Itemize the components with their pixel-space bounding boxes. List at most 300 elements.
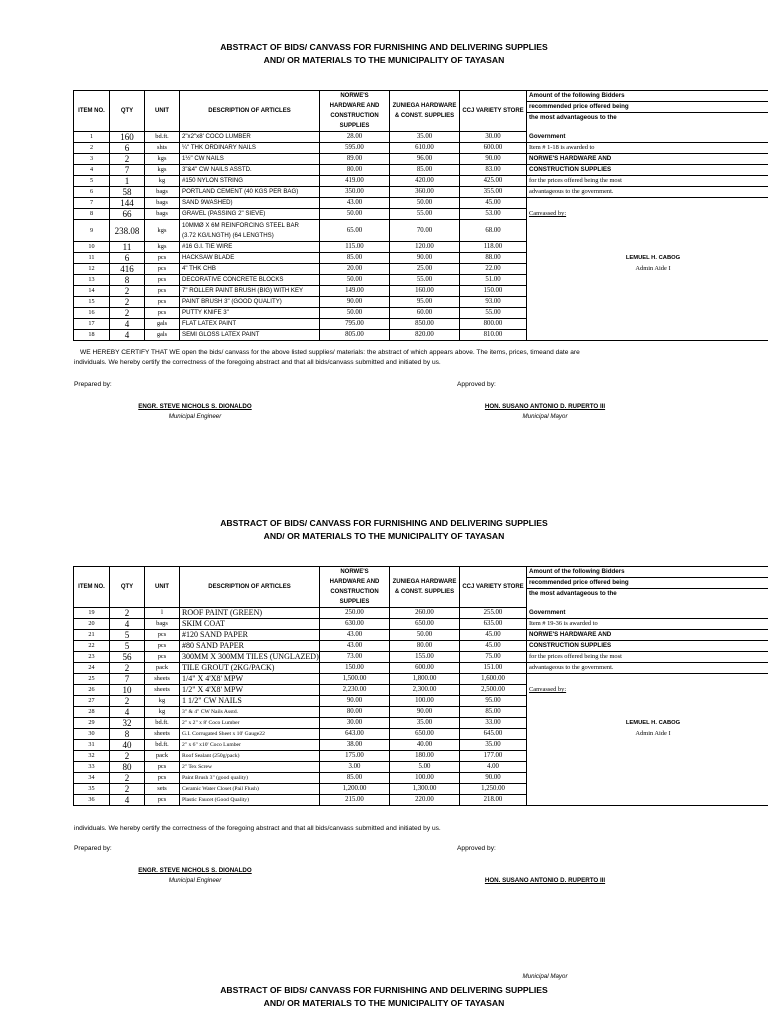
unit-cell: pcs [145,630,180,641]
table-row [74,176,768,187]
header-ccj: CCJ VARIETY STORE [460,567,527,608]
ccj-price-cell: 51.00 [460,275,527,286]
item-no-cell: 6 [74,187,110,198]
right-note-cell: Admin Aide I [527,264,768,275]
ccj-price-cell: 83.00 [460,165,527,176]
qty-cell: 2 [110,286,145,297]
qty-cell: 8 [110,729,145,740]
unit-cell: kgs [145,242,180,253]
ccj-price-cell: 800.00 [460,319,527,330]
description-cell: #16 G.I. TIE WIRE [180,242,320,253]
ccj-price-cell: 151.00 [460,663,527,674]
item-no-cell: 3 [74,154,110,165]
norwe-price-cell: 50.00 [320,275,390,286]
title-line-2b: AND/ OR MATERIALS TO THE MUNICIPALITY OF TAYASAN [263,531,505,541]
description-cell: 4" THK CHB [180,264,320,275]
norwe-price-cell: 65.00 [320,220,390,242]
qty-cell: 4 [110,330,145,341]
header-unit: UNIT [145,91,180,132]
item-no-cell: 11 [74,253,110,264]
approved-by-label-1: Approved by: [457,381,496,388]
description-cell: 2"x2"x8' COCO LUMBER [180,132,320,143]
right-note-cell [527,198,768,209]
ccj-price-cell: 45.00 [460,198,527,209]
right-note-cell: for the prices offered being the most [527,652,768,663]
description-cell: HACKSAW BLADE [180,253,320,264]
approved-by-label-2: Approved by: [457,845,496,852]
unit-cell: bd.ft. [145,132,180,143]
right-note-r3: the most advantageous to the [529,114,617,121]
zuniega-price-cell: 40.00 [390,740,460,751]
item-no-cell: 28 [74,707,110,718]
unit-cell: pcs [145,275,180,286]
right-note-cell: CONSTRUCTION SUPPLIES [527,641,768,652]
item-no-cell: 19 [74,608,110,619]
zuniega-price-cell: 55.00 [390,209,460,220]
description-cell: SKIM COAT [180,619,320,630]
right-note-cell [527,674,768,685]
zuniega-price-cell: 5.00 [390,762,460,773]
zuniega-price-cell: 180.00 [390,751,460,762]
qty-cell: 2 [110,773,145,784]
table-row [74,209,768,220]
qty-cell: 2 [110,297,145,308]
title-line-2: AND/ OR MATERIALS TO THE MUNICIPALITY OF TAYASAN [263,55,505,65]
table-row [74,762,768,773]
table-row [74,740,768,751]
right-note-cell [527,297,768,308]
description-cell: DECORATIVE CONCRETE BLOCKS [180,275,320,286]
right-note-cell: Item # 1-18 is awarded to [527,143,768,154]
header-description: DESCRIPTION OF ARTICLES [180,567,320,608]
right-note-cell: Canvassed by: [527,209,768,220]
qty-cell: 2 [110,663,145,674]
ccj-price-cell: 425.00 [460,176,527,187]
qty-cell: 56 [110,652,145,663]
description-cell: 1/4" X 4'X8' MPW [180,674,320,685]
zuniega-price-cell: 90.00 [390,253,460,264]
zuniega-price-cell: 220.00 [390,795,460,806]
zuniega-price-cell: 55.00 [390,275,460,286]
zuniega-price-cell: 90.00 [390,707,460,718]
qty-cell: 4 [110,707,145,718]
table-row [74,608,768,619]
table-row [74,132,768,143]
norwe-price-cell: 215.00 [320,795,390,806]
qty-cell: 8 [110,275,145,286]
unit-cell: gals [145,319,180,330]
header-description: DESCRIPTION OF ARTICLES [180,91,320,132]
right-note-r2: recommended price offered being [527,102,768,113]
unit-cell: kgs [145,154,180,165]
ccj-price-cell: 645.00 [460,729,527,740]
description-cell: ¼" THK ORDINARY NAILS [180,143,320,154]
norwe-price-cell: 3.00 [320,762,390,773]
mayor-name-2: HON. SUSANO ANTONIO D. RUPERTO III [484,877,606,884]
mayor-position-1: Municipal Mayor [522,413,568,420]
ccj-price-cell: 255.00 [460,608,527,619]
zuniega-price-cell: 600.00 [390,663,460,674]
table-row [74,198,768,209]
norwe-price-cell: 85.00 [320,773,390,784]
description-cell: PORTLAND CEMENT (40 KGS PER BAG) [180,187,320,198]
description-cell: 1½" CW NAILS [180,154,320,165]
norwe-price-cell: 175.00 [320,751,390,762]
norwe-price-cell: 43.00 [320,630,390,641]
zuniega-price-cell: 2,300.00 [390,685,460,696]
unit-cell: pack [145,663,180,674]
item-no-cell: 10 [74,242,110,253]
zuniega-price-cell: 60.00 [390,308,460,319]
unit-cell: kg [145,176,180,187]
table-row [74,286,768,297]
item-no-cell: 33 [74,762,110,773]
header-unit: UNIT [145,567,180,608]
qty-cell: 416 [110,264,145,275]
description-cell: Ceramic Water Closet (Pail Flush) [180,784,320,795]
engineer-name-1: ENGR. STEVE NICHOLS S. DIONALDO [138,403,252,410]
right-note-cell [527,696,768,707]
zuniega-price-cell: 25.00 [390,264,460,275]
description-cell: 7" ROLLER PAINT BRUSH (BIG) WITH KEY [180,286,320,297]
table-row [74,619,768,630]
description-cell: #150 NYLON STRING [180,176,320,187]
description-cell: 2" Tex Screw [180,762,320,773]
description-cell: PAINT BRUSH 3" (GOOD QUALITY) [180,297,320,308]
right-note-cell: NORWE'S HARDWARE AND [527,154,768,165]
zuniega-price-cell: 160.00 [390,286,460,297]
table-row [74,308,768,319]
item-no-cell: 30 [74,729,110,740]
right-note-cell [527,740,768,751]
zuniega-price-cell: 35.00 [390,718,460,729]
right-note-cell [527,275,768,286]
description-cell: 300MM X 300MM TILES (UNGLAZED) [180,652,320,663]
zuniega-price-cell: 155.00 [390,652,460,663]
unit-cell: gals [145,330,180,341]
norwe-price-cell: 149.00 [320,286,390,297]
description-cell: GRAVEL (PASSING 2" SIEVE) [180,209,320,220]
qty-cell: 6 [110,253,145,264]
table-row [74,330,768,341]
right-note-r3: the most advantageous to the [529,590,617,597]
zuniega-price-cell: 35.00 [390,132,460,143]
right-note-cell: Government [527,132,768,143]
certify-text-3: individuals. We hereby certify the correctness of the foregoing abstract and that all bids/canvass submitted and initiated by us. [74,825,441,832]
unit-cell: sets [145,784,180,795]
item-no-cell: 22 [74,641,110,652]
title-line-1: ABSTRACT OF BIDS/ CANVASS FOR FURNISHING AND DELIVERING SUPPLIES [220,42,548,52]
zuniega-price-cell: 650.00 [390,619,460,630]
qty-cell: 2 [110,696,145,707]
description-cell: 3"&4" CW NAILS ASSTD. [180,165,320,176]
ccj-price-cell: 53.00 [460,209,527,220]
ccj-price-cell: 88.00 [460,253,527,264]
right-note-cell [527,220,768,242]
unit-cell: pcs [145,762,180,773]
table-row [74,220,768,242]
description-line-2: (3.72 KG/LNGTH) (64 LENGTHS) [182,231,274,239]
norwe-price-cell: 30.00 [320,718,390,729]
ccj-price-cell: 218.00 [460,795,527,806]
table-row [74,630,768,641]
bids-table-1 [73,90,768,341]
right-note-cell: LEMUEL H. CABOG [527,253,768,264]
zuniega-price-cell: 95.00 [390,297,460,308]
table-row [74,319,768,330]
table-row [74,674,768,685]
norwe-price-cell: 419.00 [320,176,390,187]
title-line-2c: AND/ OR MATERIALS TO THE MUNICIPALITY OF TAYASAN [263,998,505,1008]
item-no-cell: 32 [74,751,110,762]
norwe-price-cell: 630.00 [320,619,390,630]
norwe-price-cell: 2,230.00 [320,685,390,696]
engineer-position-1: Municipal Engineer [168,413,222,420]
norwe-price-cell: 43.00 [320,641,390,652]
description-cell: TILE GROUT (2KG/PACK) [180,663,320,674]
unit-cell: bd.ft. [145,740,180,751]
right-note-cell: Government [527,608,768,619]
right-note-cell: Item # 19-36 is awarded to [527,619,768,630]
ccj-price-cell: 85.00 [460,707,527,718]
ccj-price-cell: 45.00 [460,630,527,641]
zuniega-price-cell: 85.00 [390,165,460,176]
item-no-cell: 8 [74,209,110,220]
unit-cell: pcs [145,795,180,806]
norwe-price-cell: 150.00 [320,663,390,674]
certify-text-2: individuals. We hereby certify the correctness of the foregoing abstract and that all bids/canvass submitted and initiated by us. [74,359,441,366]
header-item-no: ITEM NO. [74,567,110,608]
unit-cell: bags [145,187,180,198]
norwe-price-cell: 1,500.00 [320,674,390,685]
norwe-price-cell: 805.00 [320,330,390,341]
norwe-price-cell: 595.00 [320,143,390,154]
description-line-1: 10MMØ X 6M REINFORCING STEEL BAR [182,221,299,229]
item-no-cell: 18 [74,330,110,341]
item-no-cell: 27 [74,696,110,707]
description-cell: ROOF PAINT (GREEN) [180,608,320,619]
qty-cell: 2 [110,751,145,762]
zuniega-price-cell: 1,300.00 [390,784,460,795]
header-qty: QTY [110,91,145,132]
header-norwe: NORWE'S HARDWARE AND CONSTRUCTION SUPPLIES [320,567,390,608]
right-note-cell: LEMUEL H. CABOG [527,718,768,729]
qty-cell: 2 [110,308,145,319]
qty-cell: 238.08 [110,220,145,242]
zuniega-price-cell: 260.00 [390,608,460,619]
item-no-cell: 9 [74,220,110,242]
item-no-cell: 13 [74,275,110,286]
title-line-1b: ABSTRACT OF BIDS/ CANVASS FOR FURNISHING AND DELIVERING SUPPLIES [220,518,548,528]
qty-cell: 58 [110,187,145,198]
qty-cell: 11 [110,242,145,253]
header-zuniega: ZUNIEGA HARDWARE & CONST. SUPPLIES [390,567,460,608]
qty-cell: 66 [110,209,145,220]
unit-cell: pcs [145,308,180,319]
item-no-cell: 35 [74,784,110,795]
right-note-cell: Canvassed by: [527,685,768,696]
norwe-price-cell: 115.00 [320,242,390,253]
unit-cell: sheets [145,685,180,696]
zuniega-price-cell: 850.00 [390,319,460,330]
unit-cell: bags [145,619,180,630]
table-row [74,641,768,652]
prepared-by-label-1: Prepared by: [74,381,112,388]
table-row [74,773,768,784]
description-cell: 2" x 2" x 8' Coco Lumber [180,718,320,729]
zuniega-price-cell: 100.00 [390,696,460,707]
qty-cell: 7 [110,674,145,685]
unit-cell: kg [145,707,180,718]
ccj-price-cell: 90.00 [460,154,527,165]
qty-cell: 2 [110,154,145,165]
norwe-price-cell: 28.00 [320,132,390,143]
qty-cell: 1 [110,176,145,187]
zuniega-price-cell: 96.00 [390,154,460,165]
norwe-price-cell: 89.00 [320,154,390,165]
norwe-price-cell: 90.00 [320,696,390,707]
right-note-cell [527,242,768,253]
ccj-price-cell: 600.00 [460,143,527,154]
ccj-price-cell: 45.00 [460,641,527,652]
table-row [74,275,768,286]
unit-cell: shts [145,143,180,154]
right-note-cell: advantageous to the government. [527,663,768,674]
prepared-by-label-2: Prepared by: [74,845,112,852]
table-row [74,242,768,253]
item-no-cell: 24 [74,663,110,674]
table-row [74,795,768,806]
table-row [74,297,768,308]
zuniega-price-cell: 50.00 [390,198,460,209]
zuniega-price-cell: 360.00 [390,187,460,198]
norwe-price-cell: 350.00 [320,187,390,198]
zuniega-price-cell: 420.00 [390,176,460,187]
qty-cell: 40 [110,740,145,751]
right-note-cell: advantageous to the government. [527,187,768,198]
zuniega-price-cell: 70.00 [390,220,460,242]
qty-cell: 2 [110,784,145,795]
item-no-cell: 7 [74,198,110,209]
header-ccj: CCJ VARIETY STORE [460,91,527,132]
item-no-cell: 26 [74,685,110,696]
zuniega-price-cell: 120.00 [390,242,460,253]
qty-cell: 160 [110,132,145,143]
norwe-price-cell: 80.00 [320,707,390,718]
norwe-price-cell: 1,200.00 [320,784,390,795]
right-note-r1: Amount of the following Bidders [527,91,768,102]
right-notes-header [527,567,768,608]
zuniega-price-cell: 610.00 [390,143,460,154]
zuniega-price-cell: 50.00 [390,630,460,641]
norwe-price-cell: 20.00 [320,264,390,275]
table-row [74,685,768,696]
description-cell: #120 SAND PAPER [180,630,320,641]
table-row [74,718,768,729]
unit-cell: pcs [145,297,180,308]
table-row [74,165,768,176]
unit-cell: kgs [145,165,180,176]
mayor-position-2: Municipal Mayor [522,973,568,980]
norwe-price-cell: 73.00 [320,652,390,663]
ccj-price-cell: 355.00 [460,187,527,198]
qty-cell: 144 [110,198,145,209]
qty-cell: 2 [110,608,145,619]
item-no-cell: 1 [74,132,110,143]
item-no-cell: 2 [74,143,110,154]
item-no-cell: 20 [74,619,110,630]
title-line-1c: ABSTRACT OF BIDS/ CANVASS FOR FURNISHING AND DELIVERING SUPPLIES [220,985,548,995]
description-cell: Roof Sealant (250g/pack) [180,751,320,762]
certify-text-1: WE HEREBY CERTIFY THAT WE open the bids/ canvass for the above listed supplies/ materials: the abstract of which appears above. The items, prices, timeand date are [80,349,580,356]
description-cell: Paint Brush 3" (good quality) [180,773,320,784]
mayor-name-1: HON. SUSANO ANTONIO D. RUPERTO III [484,403,606,410]
unit-cell: sheets [145,674,180,685]
ccj-price-cell: 95.00 [460,696,527,707]
table-row [74,187,768,198]
description-cell: 1 1/2" CW NAILS [180,696,320,707]
item-no-cell: 12 [74,264,110,275]
table-row [74,652,768,663]
header-zuniega: ZUNIEGA HARDWARE & CONST. SUPPLIES [390,91,460,132]
engineer-position-2: Municipal Engineer [168,877,222,884]
norwe-price-cell: 43.00 [320,198,390,209]
table-row [74,253,768,264]
qty-cell: 4 [110,619,145,630]
ccj-price-cell: 30.00 [460,132,527,143]
right-note-cell [527,773,768,784]
right-note-cell [527,319,768,330]
table-row [74,264,768,275]
qty-cell: 7 [110,165,145,176]
ccj-price-cell: 118.00 [460,242,527,253]
item-no-cell: 29 [74,718,110,729]
norwe-price-cell: 90.00 [320,297,390,308]
ccj-price-cell: 90.00 [460,773,527,784]
item-no-cell: 14 [74,286,110,297]
qty-cell: 10 [110,685,145,696]
description-cell: 3" & 4" CW Nails Asstd. [180,707,320,718]
right-note-cell: for the prices offered being the most [527,176,768,187]
unit-cell: pcs [145,264,180,275]
unit-cell: pcs [145,253,180,264]
unit-cell: pcs [145,652,180,663]
table-row [74,729,768,740]
header-qty: QTY [110,567,145,608]
table-row [74,784,768,795]
right-note-cell [527,707,768,718]
norwe-price-cell: 50.00 [320,209,390,220]
right-note-cell [527,762,768,773]
unit-cell: sheets [145,729,180,740]
unit-cell: kgs [145,220,180,242]
right-note-r2: recommended price offered being [527,578,768,589]
zuniega-price-cell: 820.00 [390,330,460,341]
description-cell: #80 SAND PAPER [180,641,320,652]
description-cell: G.I. Corrugated Sheet x 10' Gauge22 [180,729,320,740]
qty-cell: 6 [110,143,145,154]
right-note-cell [527,286,768,297]
right-note-cell: NORWE'S HARDWARE AND [527,630,768,641]
norwe-price-cell: 80.00 [320,165,390,176]
right-note-cell [527,784,768,795]
right-notes-header [527,91,768,132]
unit-cell: bags [145,209,180,220]
unit-cell: pcs [145,641,180,652]
description-cell: PUTTY KNIFE 3" [180,308,320,319]
item-no-cell: 15 [74,297,110,308]
item-no-cell: 25 [74,674,110,685]
